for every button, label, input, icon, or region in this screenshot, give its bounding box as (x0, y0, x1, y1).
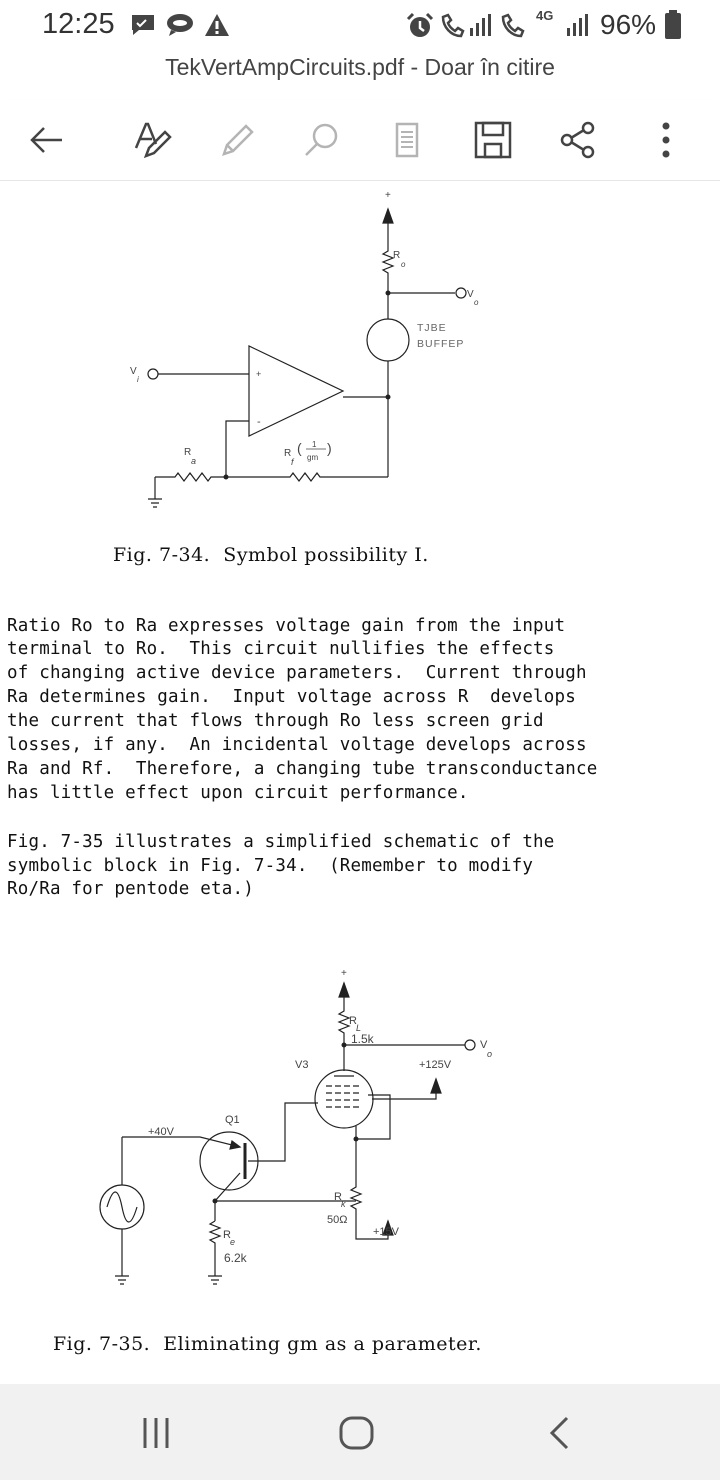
text-edit-icon (130, 118, 174, 162)
figure-7-34-schematic (0, 181, 720, 521)
recent-apps-button[interactable] (126, 1408, 186, 1458)
fig34-vo-label: V (467, 289, 474, 300)
home-button[interactable] (327, 1408, 387, 1458)
paragraph-1-line-2: terminal to Ro. This circuit nullifies the effects (7, 639, 555, 659)
paragraph-1-line-7: Ra and Rf. Therefore, a changing tube transconductance (7, 759, 598, 779)
warning-icon (203, 12, 231, 42)
fig34-rf-paren-open: ( (297, 440, 302, 456)
battery-icon (664, 10, 682, 44)
fig35-rl-value: 1.5k (351, 1032, 374, 1046)
fig34-rf-paren-close: ) (327, 440, 332, 456)
fig35-v3-label: V3 (295, 1059, 309, 1071)
fig34-rf-label: R (284, 448, 292, 459)
fig34-ro-label: R (393, 250, 401, 261)
signal-icon (565, 12, 595, 44)
recent-apps-icon (136, 1413, 176, 1453)
status-time: 12:25 (42, 8, 115, 40)
more-icon (656, 120, 676, 160)
fig34-tube-label-2: BUFFEP (417, 338, 465, 350)
paragraph-2-line-2: symbolic block in Fig. 7-34. (Remember to modify (7, 856, 534, 876)
call-signal-icon-2 (500, 12, 536, 44)
fig34-vi-sub: i (137, 375, 139, 384)
save-button[interactable] (463, 110, 523, 170)
paragraph-1-line-6: losses, if any. An incidental voltage develops across (7, 735, 587, 755)
paragraph-1-line-1: Ratio Ro to Ra expresses voltage gain from the input (7, 616, 566, 636)
chat-icon (165, 12, 195, 42)
fig34-vo-sub: o (474, 298, 479, 307)
figure-7-35-schematic (0, 951, 720, 1321)
paragraph-1-line-3: of changing active device parameters. Current through (7, 663, 587, 683)
fig35-rl-label: R (349, 1015, 357, 1027)
fig34-tube-label-1: TJBE (417, 322, 447, 334)
figure-7-35-caption: Fig. 7-35. Eliminating gm as a parameter. (53, 1333, 482, 1355)
fig34-ra-label: R (184, 447, 192, 458)
fig34-ro-sub: o (401, 260, 406, 269)
call-signal-icon (440, 12, 500, 44)
fig35-rk-sub: k (341, 1199, 346, 1209)
status-bar (0, 0, 720, 50)
pencil-icon (216, 120, 256, 160)
fig34-rf-sub: f (291, 457, 294, 467)
reading-mode-icon (389, 120, 425, 160)
fig35-rk-value: 50Ω (327, 1214, 348, 1226)
fig34-opamp-minus: - (257, 416, 261, 428)
navigation-bar (0, 1384, 720, 1480)
figure-7-34-caption: Fig. 7-34. Symbol possibility I. (113, 544, 429, 566)
fig35-rk-label: R (334, 1191, 342, 1203)
battery-percent: 96% (600, 9, 657, 40)
reading-mode-button[interactable] (377, 110, 437, 170)
paragraph-2-line-3: Ro/Ra for pentode eta.) (7, 879, 254, 899)
fig35-125v-label: +125V (419, 1059, 452, 1071)
back-icon (26, 120, 66, 160)
fig34-plus-label: + (385, 190, 391, 201)
fig35-re-label: R (223, 1229, 231, 1241)
fig35-rl-sub: L (356, 1023, 362, 1033)
fig35-40v-label: +40V (148, 1126, 174, 1138)
share-icon (558, 120, 598, 160)
back-button[interactable] (16, 110, 76, 170)
share-button[interactable] (548, 110, 608, 170)
paragraph-1-line-8: has little effect upon circuit performance. (7, 783, 469, 803)
fig34-vi-label: V (130, 366, 137, 377)
fig34-opamp-plus: + (256, 369, 262, 379)
home-icon (337, 1413, 377, 1453)
save-icon (473, 120, 513, 160)
back-nav-icon (540, 1413, 580, 1453)
search-icon (301, 120, 341, 160)
fig35-re-value: 6.2k (224, 1251, 247, 1265)
message-icon (130, 12, 158, 42)
fig35-15v-label: +15V (373, 1226, 399, 1238)
fig34-rf-frac-num: 1 (312, 440, 317, 449)
fig35-vo-label: V (480, 1039, 488, 1051)
search-button[interactable] (291, 110, 351, 170)
pdf-page[interactable] (0, 181, 720, 1384)
fig35-q1-label: Q1 (225, 1114, 240, 1126)
network-type: 4G (536, 8, 554, 23)
more-options-button[interactable] (636, 110, 696, 170)
alarm-icon (405, 12, 435, 44)
fig34-rf-frac-den: gm (307, 453, 319, 462)
draw-button[interactable] (206, 110, 266, 170)
toolbar (0, 100, 720, 181)
fig35-re-sub: e (230, 1237, 236, 1247)
back-nav-button[interactable] (530, 1408, 590, 1458)
paragraph-1-line-4: Ra determines gain. Input voltage across R develops (7, 687, 577, 707)
document-title: TekVertAmpCircuits.pdf - Doar în citire (165, 54, 555, 80)
paragraph-1-line-5: the current that flows through Ro less screen grid (7, 711, 544, 731)
text-edit-button[interactable] (122, 110, 182, 170)
fig35-plus-label: + (341, 968, 347, 979)
paragraph-2-line-1: Fig. 7-35 illustrates a simplified schematic of the (7, 832, 555, 852)
fig35-vo-sub: o (487, 1049, 493, 1059)
fig34-ra-sub: a (191, 456, 197, 466)
